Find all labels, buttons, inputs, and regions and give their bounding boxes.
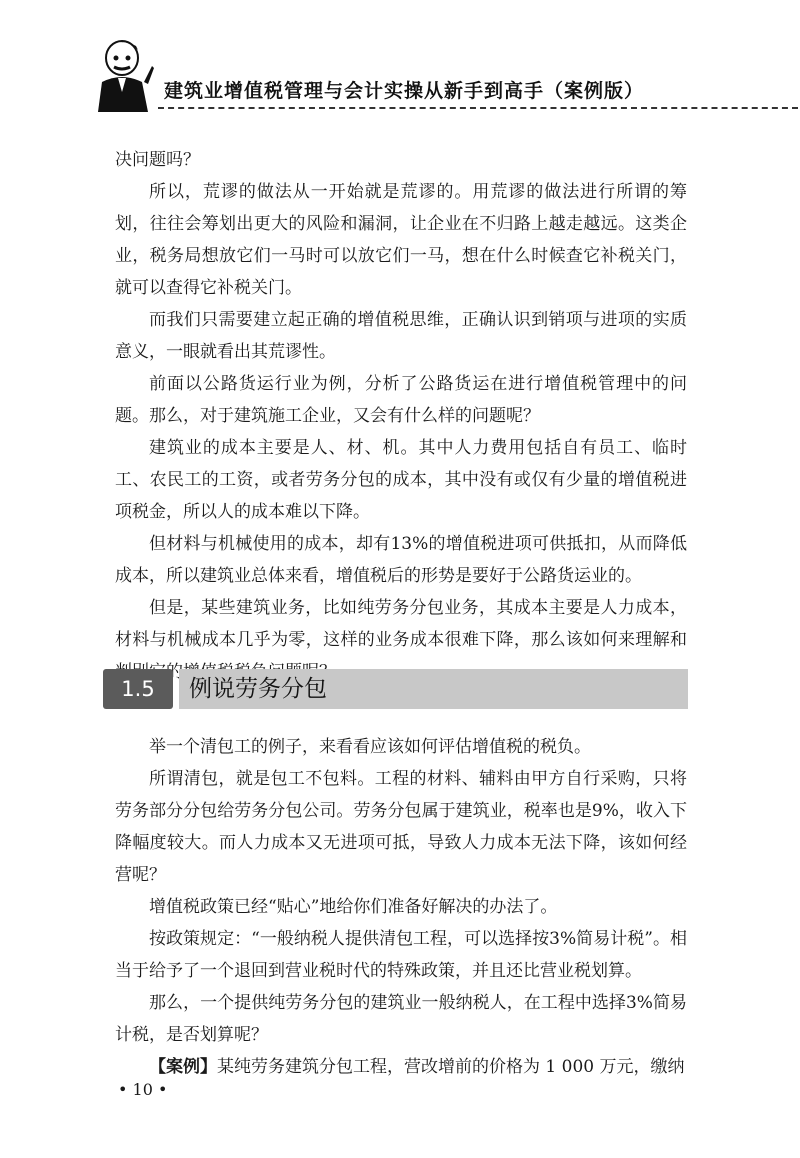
section-number: 1.5: [103, 669, 173, 709]
case-text: 某纯劳务建筑分包工程，营改增前的价格为 1 000 万元，缴纳: [217, 1057, 685, 1077]
paragraph: 前面以公路货运行业为例，分析了公路货运在进行增值税管理中的问题。那么，对于建筑施工企业，又会有什么样的问题呢？: [115, 374, 687, 426]
paragraph: 那么，一个提供纯劳务分包的建筑业一般纳税人，在工程中选择3%简易计税，是否划算呢？: [115, 993, 687, 1045]
paragraph: 但材料与机械使用的成本，却有13%的增值税进项可供抵扣，从而降低成本，所以建筑业总体来看，增值税后的形势是要好于公路货运业的。: [115, 534, 687, 586]
case-paragraph: [115, 1051, 687, 1083]
section-title-bar: [179, 669, 688, 709]
book-title: 建筑业增值税管理与会计实操从新手到高手（案例版）: [164, 80, 645, 102]
section-body-text: [115, 731, 687, 1083]
page-number: • 10 •: [118, 1080, 168, 1099]
case-label: 【案例】: [149, 1057, 217, 1077]
paragraph: 按政策规定：“一般纳税人提供清包工程，可以选择按3%简易计税”。相当于给予了一个退回到营业税时代的特殊政策，并且还比营业税划算。: [115, 929, 687, 981]
cartoon-businessman-icon: [92, 36, 156, 112]
paragraph: 但是，某些建筑业务，比如纯劳务分包业务，其成本主要是人力成本，材料与机械成本几乎为零，这样的业务成本很难下降，那么该如何来理解和 的: [115, 598, 687, 682]
paragraph: 建筑业的成本主要是人、材、机。其中人力费用包括自有员工、临时工、农民工的工资，或者劳务分包的成本，其中没有或仅有少量的增值税进项税金，所以人的成本难以下降。: [115, 438, 687, 522]
paragraph: 举一个清包工的例子，来看看应该如何评估增值税的税负。: [149, 737, 591, 757]
paragraph: 所以，荒谬的做法从一开始就是荒谬的。用荒谬的做法进行所谓的筹划，往往会筹划出更大的风险和漏洞，让企业在不归路上越走越远。这类企业，税务局想放它们一马时可以放它们一马，想在什么时候查它补税关门，就可以查得它补税关门。: [115, 182, 687, 298]
paragraph: 所谓清包，就是包工不包料。工程的材料、辅料由甲方自行采购，只将劳务部分分包给劳务分包公司。劳务分包属于建筑业，税率也是9%，收入下降幅度较大。而人力成本又无进项可抵，导致人力成本无法下降，该如何经营呢？: [115, 769, 687, 885]
body-text: [115, 144, 687, 688]
paragraph: 决问题吗？: [115, 150, 200, 170]
paragraph: 增值税政策已经“贴心”地给你们准备好解决的办法了。: [149, 897, 558, 917]
page-header: [92, 36, 712, 116]
section-title: 例说劳务分包: [189, 676, 327, 702]
header-divider: [158, 107, 798, 109]
section-heading: [103, 669, 688, 709]
paragraph: 而我们只需要建立起正确的增值税思维，正确认识到销项与进项的实质意义，一眼就看出其荒谬性。: [115, 310, 687, 362]
